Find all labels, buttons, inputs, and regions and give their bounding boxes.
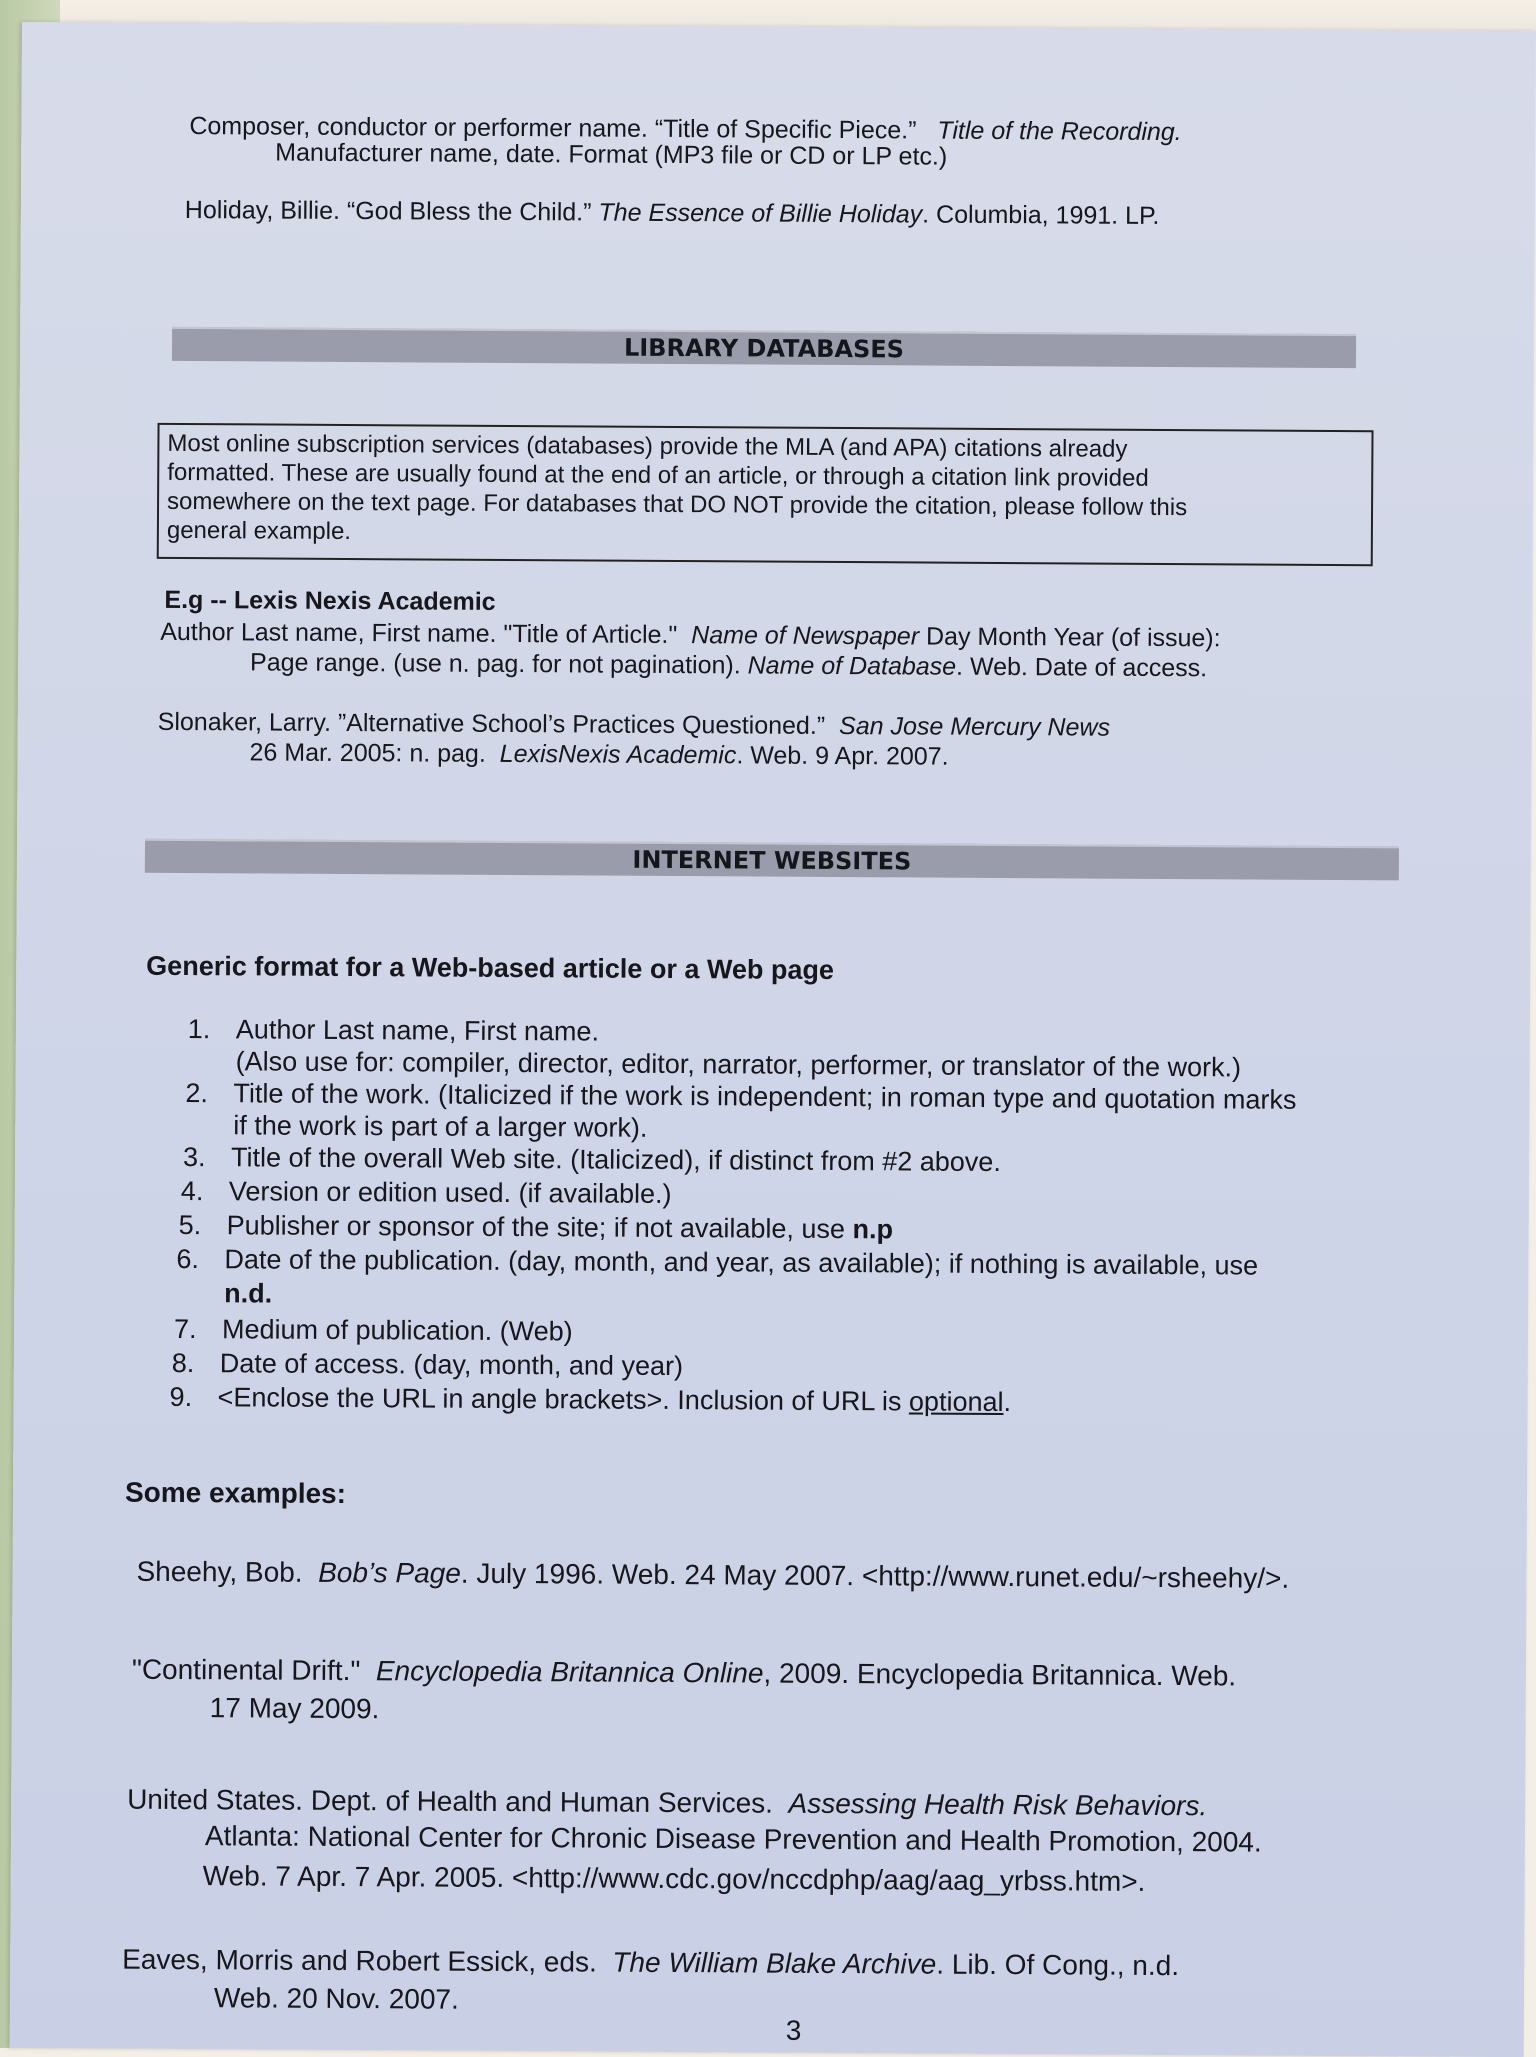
example-sheehy: Sheehy, Bob. Bob’s Page. July 1996. Web. 24 May 2007. <http://www.runet.edu/~rsheehy/>.: [136, 1555, 1290, 1594]
list-item-continuation: n.d.: [224, 1278, 273, 1309]
list-item: 6. Date of the publication. (day, month, and year, as available); if nothing is available, use: [176, 1243, 1259, 1281]
list-item: 1. Author Last name, First name.: [187, 1014, 600, 1047]
box-line: somewhere on the text page. For databases that DO NOT provide the citation, please follow this: [166, 487, 1188, 522]
library-format-line-2: Page range. (use n. pag. for not pagination). Name of Database. Web. Date of access.: [250, 648, 1208, 683]
music-example: Holiday, Billie. “God Bless the Child.” The Essence of Billie Holiday. Columbia, 1991. LP.: [184, 195, 1160, 230]
list-item: 5. Publisher or sponsor of the site; if not available, use n.p: [178, 1209, 894, 1245]
list-item-continuation: (Also use for: compiler, director, editor, narrator, performer, or translator of the work.): [235, 1046, 1242, 1083]
generic-format-heading: Generic format for a Web-based article or a Web page: [146, 950, 835, 985]
example-eaves-line-2: Web. 20 Nov. 2007.: [213, 1982, 459, 2015]
library-format-line-1: Author Last name, First name. "Title of Article." Name of Newspaper Day Month Year (of issue):: [160, 617, 1221, 653]
library-example-line-1: Slonaker, Larry. ”Alternative School’s Practices Questioned.” San Jose Mercury News: [157, 707, 1111, 742]
box-line: general example.: [166, 516, 352, 546]
lexis-nexis-heading: E.g -- Lexis Nexis Academic: [164, 585, 496, 616]
example-united-states-line-3: Web. 7 Apr. 7 Apr. 2005. <http://www.cdc.gov/nccdphp/aag/aag_yrbss.htm>.: [202, 1860, 1146, 1897]
list-item: 4. Version or edition used. (if available.): [180, 1175, 672, 1209]
example-continental-drift-line-2: 17 May 2009.: [209, 1692, 380, 1725]
list-item: 9. <Enclose the URL in angle brackets>. Inclusion of URL is optional.: [169, 1381, 1012, 1418]
list-item: 3. Title of the overall Web site. (Italicized), if distinct from #2 above.: [182, 1142, 1001, 1178]
internet-websites-heading: INTERNET WEBSITES: [145, 839, 1399, 881]
examples-heading: Some examples:: [124, 1476, 347, 1510]
library-example-line-2: 26 Mar. 2005: n. pag. LexisNexis Academic. Web. 9 Apr. 2007.: [249, 738, 949, 771]
box-line: Most online subscription services (databases) provide the MLA (and APA) citations already: [167, 429, 1128, 463]
library-info-box: [157, 423, 1374, 566]
library-databases-heading: LIBRARY DATABASES: [172, 327, 1356, 368]
page-number: 3: [785, 2014, 802, 2046]
box-line: formatted. These are usually found at the end of an article, or through a citation link provided: [167, 458, 1149, 492]
list-item: 8. Date of access. (day, month, and year): [171, 1347, 684, 1382]
music-format-line-2: Manufacturer name, date. Format (MP3 file or CD or LP etc.): [275, 138, 948, 171]
document-page: [10, 22, 1536, 2057]
example-united-states: United States. Dept. of Health and Human Services. Assessing Health Risk Behaviors.: [127, 1783, 1208, 1822]
example-continental-drift: "Continental Drift." Encyclopedia Britannica Online, 2009. Encyclopedia Britannica. Web.: [131, 1653, 1237, 1692]
example-eaves: Eaves, Morris and Robert Essick, eds. The William Blake Archive. Lib. Of Cong., n.d.: [122, 1943, 1180, 1982]
list-item: 2. Title of the work. (Italicized if the work is independent; in roman type and quotation marks: [185, 1078, 1297, 1115]
music-format-line-1: Composer, conductor or performer name. “Title of Specific Piece.” Title of the Recording.: [189, 112, 1182, 147]
list-item: 7. Medium of publication. (Web): [173, 1313, 573, 1347]
example-united-states-line-2: Atlanta: National Center for Chronic Disease Prevention and Health Promotion, 2004.: [204, 1820, 1262, 1858]
list-item-continuation: if the work is part of a larger work).: [233, 1110, 648, 1143]
